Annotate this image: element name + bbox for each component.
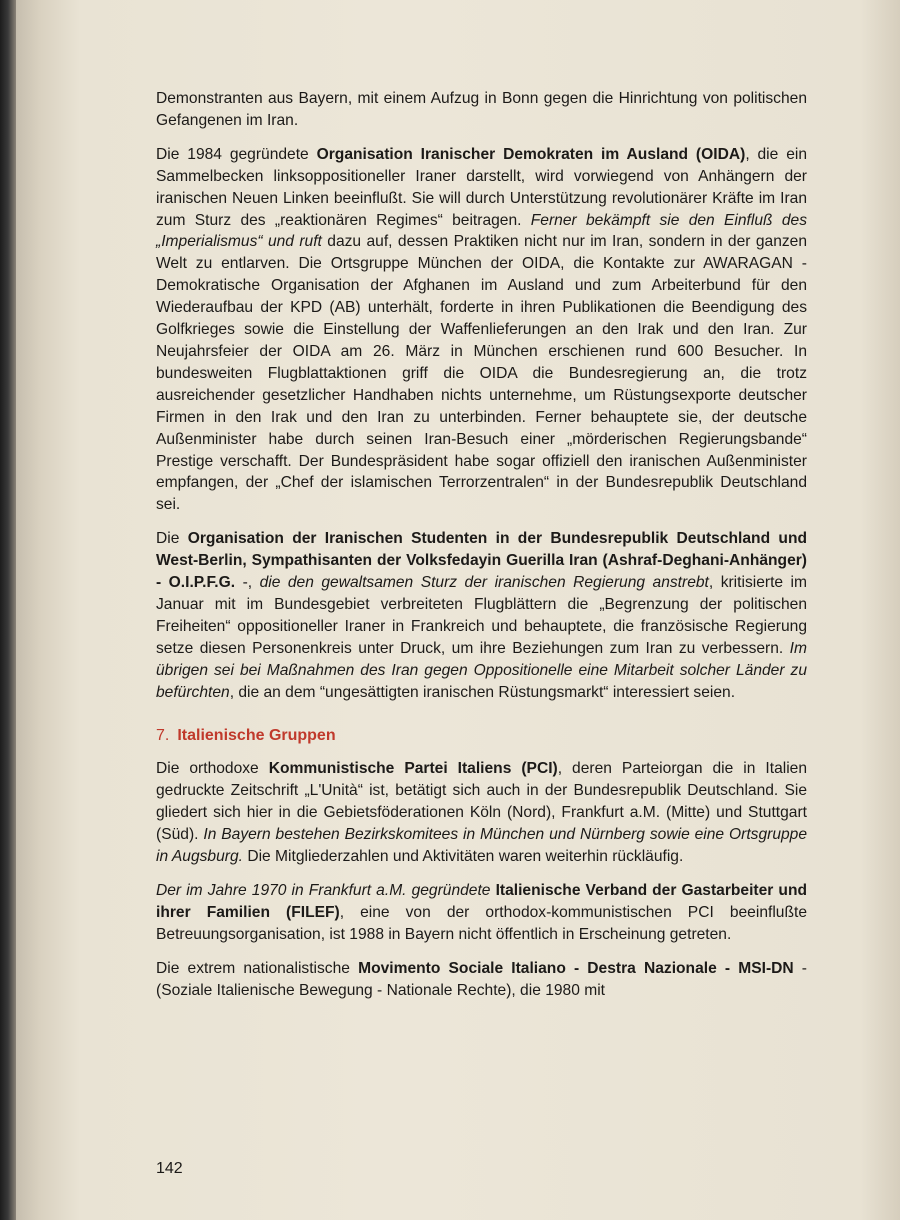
- section-heading: [156, 725, 807, 747]
- org-name-pci: Kommunistische Partei Italiens (PCI): [268, 760, 558, 778]
- paragraph-oida: Die 1984 gegründete Organisation Iranischer Demokraten im Ausland (OIDA), die ein Sammelbecken linksoppositioneller Iraner darstellt, wird vorwiegend von Anhängern der iranischen Neuen Linken beeinflußt. Sie will durch Unterstützung revolutionärer Kräfte im Iran zum Sturz des „reaktionären Regimes“ beitragen. Ferner bekämpft sie den Einfluß des „Imperialismus“ und ruft dazu auf, dessen Praktiken nicht nur im Iran, sondern in der ganzen Welt zu entlarven. Die Ortsgruppe München der OIDA, die Kontakte zur AWARAGAN - Demokratische Organisation der Afghanen im Ausland und zum Arbeiterbund für den Wiederaufbau der KPD (AB) unterhält, forderte in ihren Publikationen die Beendigung des Golfkrieges sowie die Einstellung der Waffenlieferungen an den Irak und den Iran. Zur Neujahrsfeier der OIDA am 26. März in München erschienen rund 600 Besucher. In bundesweiten Flugblattaktionen griff die OIDA die Bundesregierung an, die trotz ausreichender gesetzlicher Handhaben nichts unternehme, um Rüstungsexporte deutscher Firmen in den Irak und den Iran zu unterbinden. Ferner behauptete sie, der deutsche Außenminister habe durch seinen Iran-Besuch einer „mörderischen Regierungsbande“ Prestige verschafft. Der Bundespräsident habe sogar offiziell den iranischen Außenminister empfangen, der „Chef der islamischen Terrorzentralen“ in der Bundesrepublik Deutschland sei.: [156, 145, 808, 514]
- paragraph-filef: Der im Jahre 1970 in Frankfurt a.M. gegründete Italienische Verband der Gastarbeiter und ihrer Familien (FILEF), eine von der orthodox-kommunistischen PCI beeinflußte Betreuungsorganisation, ist 1988 in Bayern nicht öffentlich in Erscheinung getreten.: [156, 881, 807, 943]
- paragraph-demonstration-continuation: Demonstranten aus Bayern, mit einem Aufzug in Bonn gegen die Hinrichtung von politischen Gefangenen im Iran.: [156, 90, 807, 129]
- org-name-oida: Organisation Iranischer Demokraten im Ausland (OIDA): [316, 145, 746, 163]
- org-name-filef: Italienische Verband der Gastarbeiter und ihrer Familien (FILEF): [156, 881, 807, 921]
- book-binding-edge: [0, 0, 16, 1220]
- paragraph-msi-dn: Die extrem nationalistische Movimento Sociale Italiano - Destra Nazionale - MSI-DN - (Soziale Italienische Bewegung - Nationale Rechte), die 1980 mit: [156, 959, 807, 999]
- org-name-msi-dn: Movimento Sociale Italiano - Destra Nazionale - MSI-DN: [358, 959, 794, 977]
- paragraph-pci: Die orthodoxe Kommunistische Partei Italiens (PCI), deren Parteiorgan die in Italien gedruckte Zeitschrift „L'Unità“ ist, betätigt sich auch in der Bundesrepublik Deutschland. Sie gliedert sich hier in die Gebietsföderationen Köln (Nord), Frankfurt a.M. (Mitte) und Stuttgart (Süd). In Bayern bestehen Bezirkskomitees in München und Nürnberg sowie eine Ortsgruppe in Augsburg. Die Mitgliederzahlen und Aktivitäten waren weiterhin rückläufig.: [156, 760, 808, 865]
- section-title: Italienische Gruppen: [177, 727, 336, 745]
- paragraph-oipfg: Die Organisation der Iranischen Studenten in der Bundesrepublik Deutschland und West-Berlin, Sympathisanten der Volksfedayin Guerilla Iran (Ashraf-Deghani-Anhänger) - O.I.P.F.G. -, die den gewaltsamen Sturz der iranischen Regierung anstrebt, kritisierte im Januar mit im Bundesgebiet verbreiteten Flugblättern die „Begrenzung der politischen Freiheiten“ oppositioneller Iraner in Frankreich und behauptete, die französische Regierung setze diesen Personenkreis unter Druck, um ihre Beziehungen zum Iran zu verbessern. Im übrigen sei bei Maßnahmen des Iran gegen Oppositionelle eine Mitarbeit solcher Länder zu befürchten, die an dem “ungesättigten iranischen Rüstungsmarkt“ interessiert seien.: [156, 530, 807, 701]
- org-name-oipfg: Organisation der Iranischen Studenten in der Bundesrepublik Deutschland und West-Berlin, Sympathisanten der Volksfedayin Guerilla Iran (Ashraf-Deghani-Anhänger) - O.I.P.F.G.: [156, 530, 807, 592]
- page-number: 142: [156, 1160, 183, 1177]
- body-text: [156, 88, 807, 1013]
- section-number: 7.: [156, 727, 170, 745]
